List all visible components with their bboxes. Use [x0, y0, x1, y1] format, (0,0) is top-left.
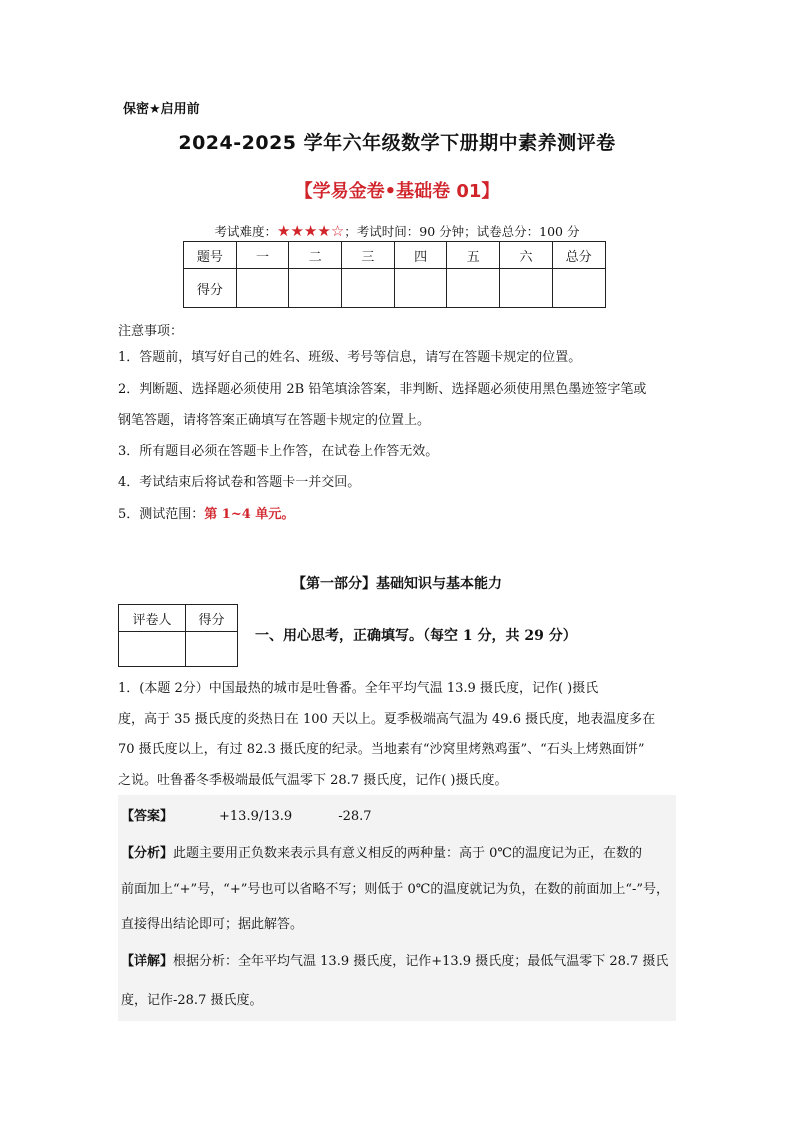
grader-label: 评卷人	[119, 605, 186, 632]
score-header-cell: 题号	[184, 242, 237, 269]
difficulty-label: 考试难度：	[214, 224, 278, 239]
score-cell	[394, 269, 447, 308]
question-line: 1．(本题 2分）中国最热的城市是吐鲁番。全年平均气温 13.9 摄氏度，记作( )摄氏	[118, 681, 599, 696]
score-header-cell: 四	[394, 242, 447, 269]
scope-prefix: 5．测试范围：	[118, 507, 205, 522]
star-empty-icon: ☆	[330, 222, 345, 240]
detail-text: 根据分析：全年平均气温 13.9 摄氏度，记作+13.9 摄氏度；最低气温零下 28.7 摄氏	[173, 954, 669, 969]
exam-title: 2024-2025 学年六年级数学下册期中素养测评卷	[178, 132, 616, 154]
score-cell	[342, 269, 395, 308]
question-1	[118, 674, 678, 796]
notice-item: 2．判断题、选择题必须使用 2B 铅笔填涂答案，非判断、选择题必须使用黑色墨迹签字笔或	[118, 382, 647, 397]
score-cell	[500, 269, 553, 308]
part-title: 【第一部分】基础知识与基本能力	[292, 576, 502, 592]
answer-label: 【答案】	[121, 809, 174, 824]
answer-panel	[118, 795, 676, 1021]
score-table-header-row	[184, 242, 606, 269]
score-header-cell: 总分	[552, 242, 605, 269]
answer-line	[121, 805, 676, 824]
notice-heading: 注意事项：	[118, 324, 184, 339]
section-title: 一、用心思考，正确填写。（每空 1 分，共 29 分）	[255, 628, 577, 644]
score-cell	[552, 269, 605, 308]
detail-line	[121, 950, 676, 969]
notice-item: 1．答题前，填写好自己的姓名、班级、考号等信息，请写在答题卡规定的位置。	[118, 350, 582, 365]
score-header-cell: 三	[342, 242, 395, 269]
detail-label: 【详解】	[121, 954, 174, 969]
score-header-cell: 五	[447, 242, 500, 269]
analysis-label: 【分析】	[121, 846, 174, 861]
analysis-line: 前面加上“+”号，“+”号也可以省略不写；则低于 0℃的温度就记为负，在数的前面加上“-”号，	[121, 882, 669, 897]
question-line: 70 摄氏度以上，有过 82.3 摄氏度的纪录。当地素有“沙窝里烤熟鸡蛋”、“石头上烤熟面饼”	[118, 742, 645, 757]
exam-time-total: ；考试时间：90 分钟；试卷总分：100 分	[344, 224, 580, 239]
grader-table	[118, 604, 238, 667]
star-filled-icon: ★★★★	[277, 222, 331, 240]
answer-value: -28.7	[338, 809, 372, 824]
score-table	[183, 241, 606, 308]
score-header-cell: 二	[289, 242, 342, 269]
score-header-cell: 六	[500, 242, 553, 269]
scope-value: 第 1~4 单元。	[204, 507, 295, 522]
score-table-score-row	[184, 269, 606, 308]
analysis-text: 此题主要用正负数来表示具有意义相反的两种量：高于 0℃的温度记为正，在数的	[173, 846, 642, 861]
grader-score-cell	[186, 632, 238, 667]
notice-item: 钢笔答题，请将答案正确填写在答题卡规定的位置上。	[118, 413, 431, 428]
score-cell	[236, 269, 289, 308]
confidential-label: 保密★启用前	[123, 102, 200, 117]
score-header-cell: 一	[236, 242, 289, 269]
exam-meta	[0, 222, 794, 240]
question-line: 之说。吐鲁番冬季极端最低气温零下 28.7 摄氏度，记作( )摄氏度。	[118, 772, 508, 788]
difficulty-stars	[277, 222, 344, 240]
score-cell	[289, 269, 342, 308]
score-row-label: 得分	[184, 269, 237, 308]
answer-value: +13.9/13.9	[219, 809, 293, 824]
question-line: 度，高于 35 摄氏度的炎热日在 100 天以上。夏季极端高气温为 49.6 摄氏度，地表温度多在	[118, 711, 656, 727]
exam-subtitle: 【学易金卷•基础卷 01】	[294, 181, 500, 202]
grader-score-label: 得分	[186, 605, 238, 632]
notice-item: 4．考试结束后将试卷和答题卡一并交回。	[118, 475, 361, 490]
notice-item-scope	[118, 505, 688, 525]
analysis-line: 直接得出结论即可；据此解答。	[121, 917, 304, 932]
detail-line: 度，记作-28.7 摄氏度。	[121, 993, 263, 1008]
analysis-line	[121, 842, 676, 861]
notice-item: 3．所有题目必须在答题卡上作答，在试卷上作答无效。	[118, 444, 439, 459]
grader-cell	[119, 632, 186, 667]
score-cell	[447, 269, 500, 308]
